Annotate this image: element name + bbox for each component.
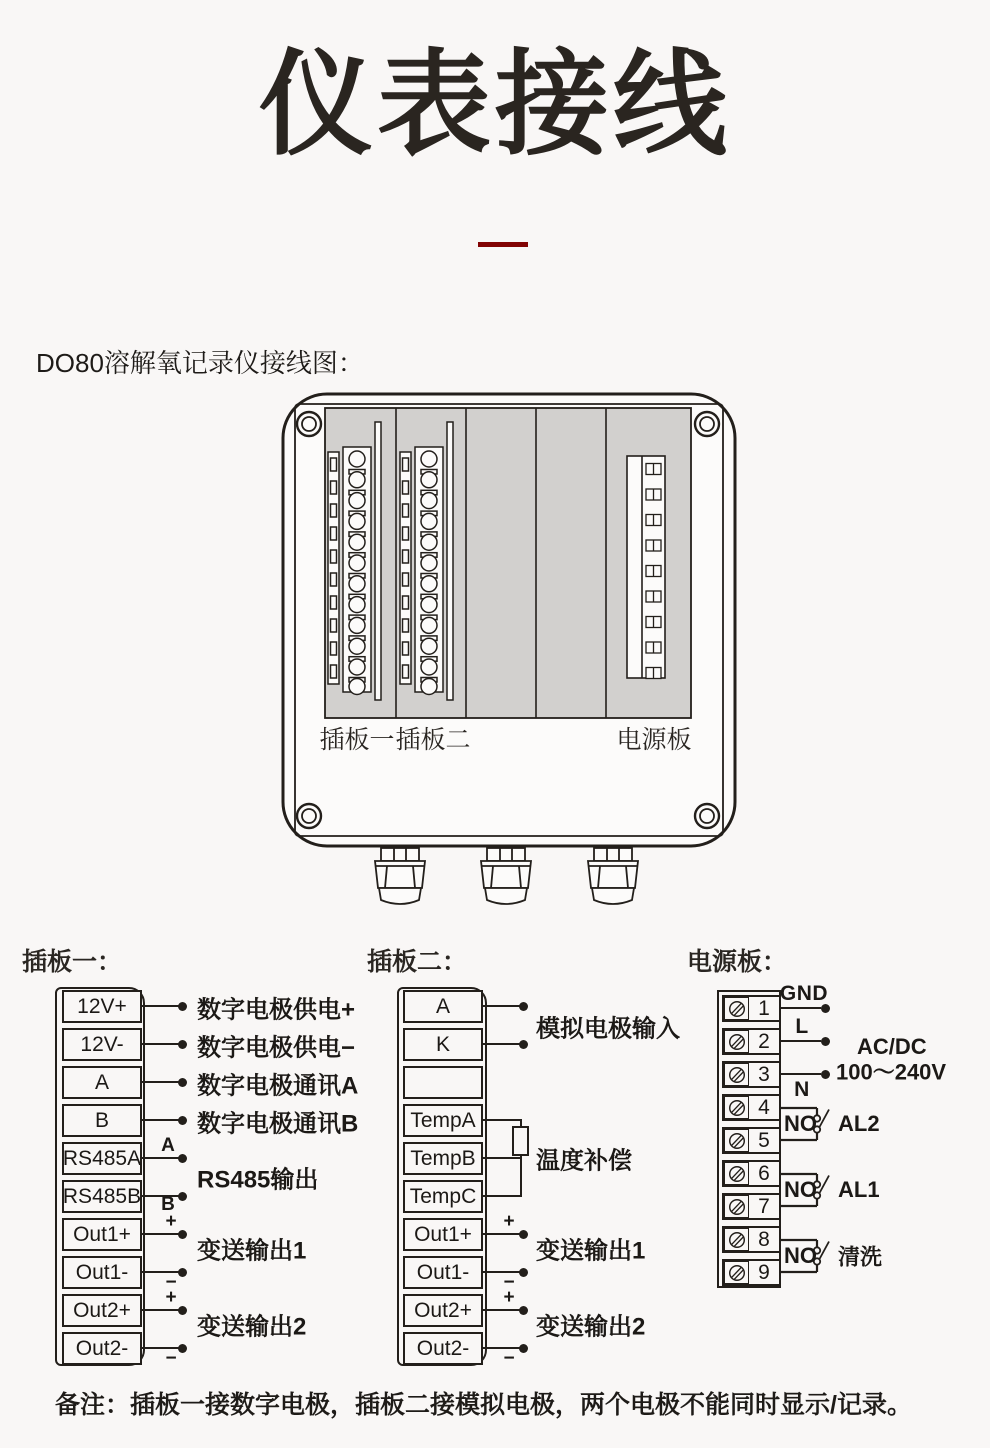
terminal-cell: TempA (403, 1104, 483, 1137)
wire-line (483, 1195, 522, 1197)
screw-terminal-icon (724, 1195, 749, 1218)
power-terminal-number: 2 (758, 1029, 770, 1053)
power-terminal-number: 4 (758, 1095, 770, 1119)
terminal-cell: TempB (403, 1142, 483, 1175)
plus-mark: + (165, 1287, 177, 1308)
power-terminal-row (722, 1061, 781, 1088)
wire-label: 数字电极供电+ (197, 996, 356, 1024)
line-label: L (795, 1015, 809, 1038)
board2-header: 插板二： (367, 948, 468, 976)
wire-dot (178, 1344, 187, 1353)
wire-dot (519, 1344, 528, 1353)
wire-dot (519, 1230, 528, 1239)
plus-mark: + (165, 1211, 177, 1232)
wire-line (142, 1157, 183, 1159)
terminal-cell: RS485B (62, 1180, 142, 1213)
device-enclosure-figure (281, 392, 739, 914)
screw-terminal-icon (724, 1261, 749, 1284)
wire-label: 变送输出1 (536, 1237, 646, 1265)
terminal-cell: 12V+ (62, 990, 142, 1023)
title-divider (478, 242, 528, 247)
minus-mark: − (503, 1348, 515, 1369)
screw-terminal-icon (724, 1096, 749, 1119)
device-power-label: 电源板 (616, 727, 692, 754)
power-terminal-number: 6 (758, 1161, 770, 1185)
board1-header: 插板一： (22, 948, 123, 976)
wire-dot (178, 1192, 187, 1201)
power-terminal-row (722, 1259, 781, 1286)
screw-terminal-icon (724, 1228, 749, 1251)
wire-line (142, 1081, 183, 1083)
terminal-cell: Out2- (403, 1332, 483, 1365)
terminal-cell: Out1- (403, 1256, 483, 1289)
power-terminal-row (722, 1094, 781, 1121)
wire-line (142, 1347, 183, 1349)
wire-line (483, 1043, 524, 1045)
power-terminal-number: 3 (758, 1062, 770, 1086)
wire-line (142, 1233, 183, 1235)
voltage-range-label: 100～240V (836, 1059, 947, 1085)
minus-mark: − (165, 1272, 177, 1293)
power-terminal-number: 9 (758, 1260, 770, 1284)
wire-label: RS485输出 (197, 1166, 319, 1194)
thermistor-symbol (512, 1126, 529, 1156)
wire-dot (519, 1268, 528, 1277)
wire-line (483, 1233, 524, 1235)
power-terminal-row (722, 1028, 781, 1055)
power-terminal-row (722, 1226, 781, 1253)
terminal-cell: Out1- (62, 1256, 142, 1289)
wire-line (142, 1271, 183, 1273)
wire-line (142, 1309, 183, 1311)
power-terminal-row (722, 1193, 781, 1220)
no-label: NO (784, 1177, 817, 1202)
wire-label: 变送输出2 (536, 1313, 646, 1341)
terminal-cell: Out1+ (403, 1218, 483, 1251)
wire-line (781, 1040, 821, 1042)
wire-dot (178, 1078, 187, 1087)
wire-line (142, 1005, 183, 1007)
wire-line (483, 1119, 522, 1121)
wire-label: 温度补偿 (536, 1147, 632, 1175)
wire-dot (178, 1268, 187, 1277)
section-board2 (360, 940, 690, 1410)
wire-line (483, 1157, 522, 1159)
acdc-label: AC/DC (857, 1034, 927, 1059)
terminal-cell: TempC (403, 1180, 483, 1213)
wire-line (781, 1007, 821, 1009)
page-title: 仪表接线 (258, 42, 731, 169)
wire-label: 变送输出1 (197, 1237, 307, 1265)
section-power (680, 940, 990, 1410)
screw-terminal-icon (724, 1030, 749, 1053)
wire-label: 数字电极通讯B (197, 1110, 359, 1138)
wire-dot (821, 1070, 830, 1079)
power-terminal-strip (627, 456, 665, 679)
power-terminal-number: 7 (758, 1194, 770, 1218)
wire-dot (178, 1154, 187, 1163)
wire-dot (178, 1230, 187, 1239)
plus-mark: + (503, 1211, 515, 1232)
device-board1-label: 插板一 (319, 727, 395, 754)
cable-gland-icon (375, 848, 638, 904)
al2-label: AL2 (838, 1111, 880, 1136)
minus-mark: − (503, 1272, 515, 1293)
no-label: NO (784, 1111, 817, 1136)
terminal-cell: A (403, 990, 483, 1023)
wire-label: 数字电极通讯A (197, 1072, 359, 1100)
al1-label: AL1 (838, 1177, 880, 1202)
power-terminal-number: 8 (758, 1227, 770, 1251)
neutral-label: N (794, 1078, 810, 1101)
rs485-a-mark: A (161, 1135, 175, 1156)
wire-dot (178, 1002, 187, 1011)
diagram-subtitle: DO80溶解氧记录仪接线图： (36, 348, 364, 378)
terminal-cell: Out1+ (62, 1218, 142, 1251)
screw-terminal-icon (724, 1129, 749, 1152)
wire-dot (178, 1116, 187, 1125)
terminal-cell: B (62, 1104, 142, 1137)
power-terminal-number: 5 (758, 1128, 770, 1152)
wire-dot (519, 1040, 528, 1049)
power-terminal-row (722, 1127, 781, 1154)
plus-mark: + (503, 1287, 515, 1308)
power-terminal-row (722, 1160, 781, 1187)
terminal-cell: Out2+ (62, 1294, 142, 1327)
wire-label: 变送输出2 (197, 1313, 307, 1341)
screw-terminal-icon (724, 1162, 749, 1185)
power-header: 电源板： (687, 948, 788, 976)
minus-mark: − (165, 1348, 177, 1369)
wire-dot (519, 1002, 528, 1011)
wire-dot (519, 1306, 528, 1315)
wire-label: 模拟电极输入 (536, 1015, 680, 1043)
no-label: NO (784, 1243, 817, 1268)
footer-note: 备注：插板一接数字电极，插板二接模拟电极，两个电极不能同时显示/记录。 (55, 1391, 912, 1419)
wire-dot (178, 1306, 187, 1315)
power-terminal-number: 1 (758, 996, 770, 1020)
wire-dot (178, 1040, 187, 1049)
rs485-b-mark: B (161, 1194, 175, 1215)
wire-line (142, 1043, 183, 1045)
power-terminal-row (722, 995, 781, 1022)
wire-line (142, 1119, 183, 1121)
gnd-label: GND (779, 982, 829, 1005)
terminal-cell: Out2+ (403, 1294, 483, 1327)
screw-terminal-icon (724, 1063, 749, 1086)
terminal-cell: Out2- (62, 1332, 142, 1365)
screw-terminal-icon (724, 997, 749, 1020)
terminal-cell: RS485A (62, 1142, 142, 1175)
terminal-cell: A (62, 1066, 142, 1099)
section-board1 (20, 940, 360, 1410)
device-board2-label: 插板二 (395, 727, 471, 754)
clean-relay-label: 清洗 (838, 1244, 883, 1270)
wire-line (483, 1309, 524, 1311)
terminal-cell: 12V- (62, 1028, 142, 1061)
wire-dot (821, 1037, 830, 1046)
terminal-cell: K (403, 1028, 483, 1061)
wire-line (483, 1005, 524, 1007)
wire-line (781, 1073, 821, 1075)
terminal-cell (403, 1066, 483, 1099)
wire-label: 数字电极供电− (197, 1034, 356, 1062)
